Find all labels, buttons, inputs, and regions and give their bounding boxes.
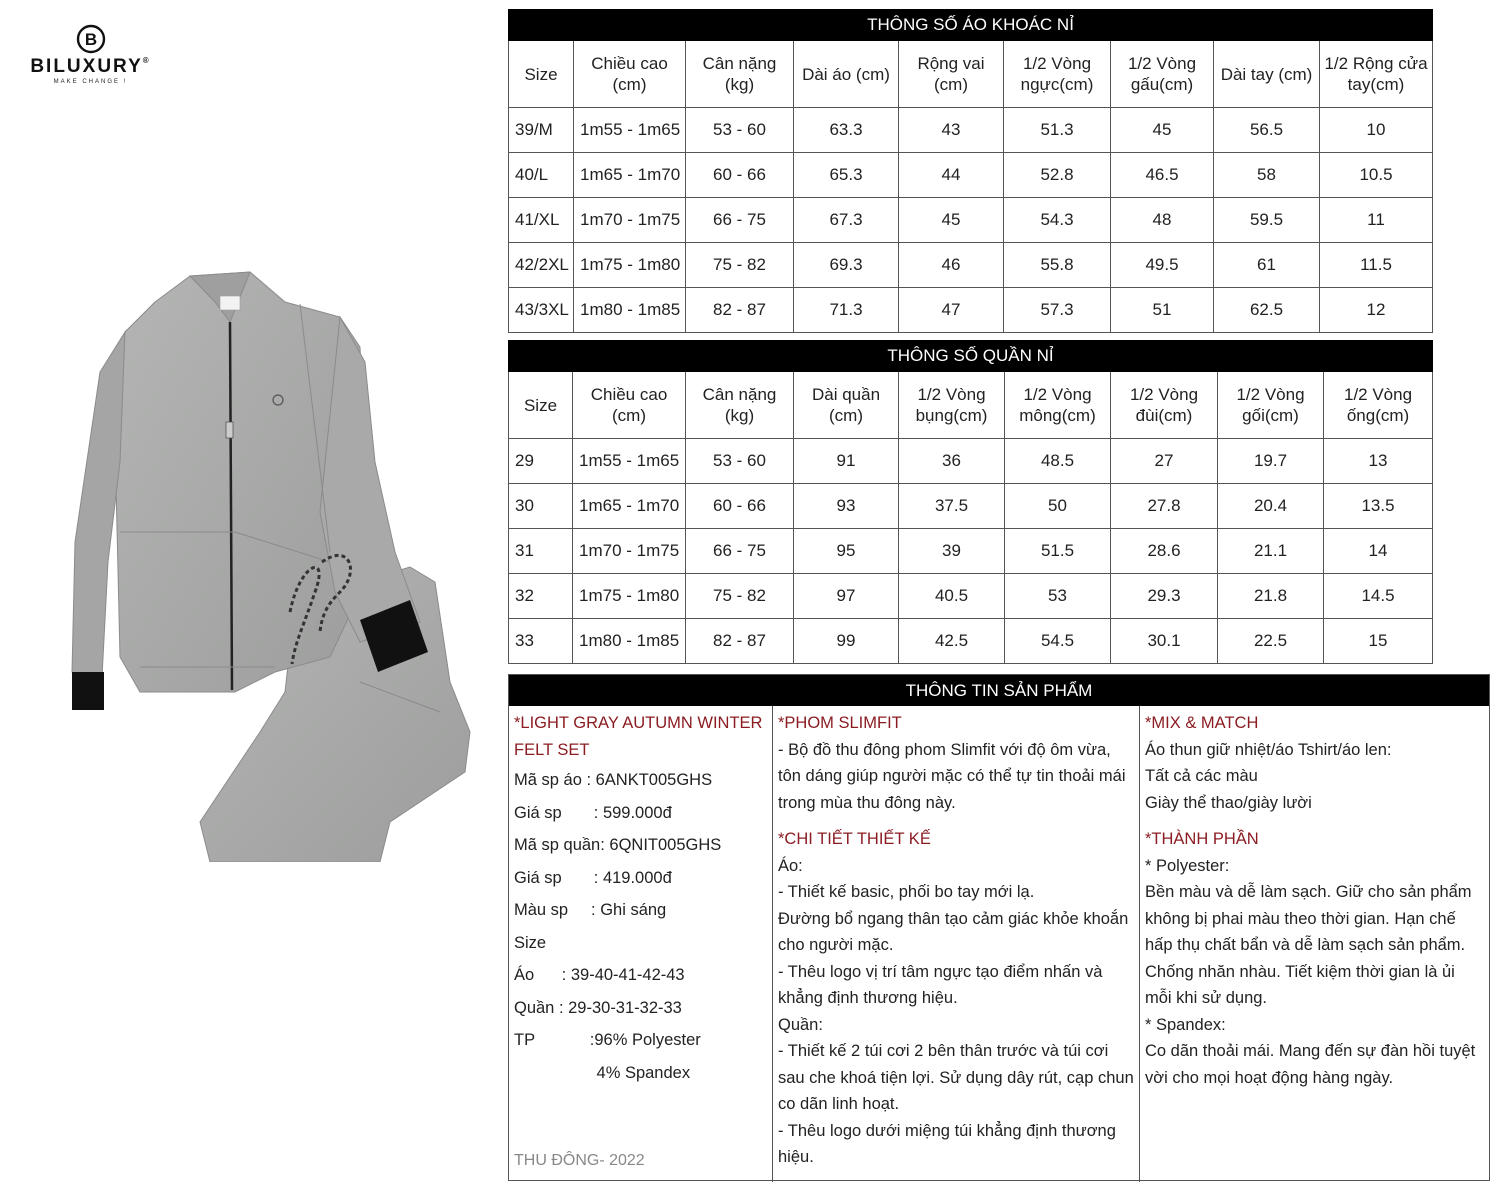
- table-cell: 12: [1320, 288, 1433, 333]
- table-cell: 14.5: [1324, 574, 1433, 619]
- brand-name: BILUXURY: [30, 56, 143, 77]
- table-cell: 1m65 - 1m70: [574, 153, 686, 198]
- table-cell: 46: [899, 243, 1004, 288]
- table-cell: 42/2XL: [509, 243, 574, 288]
- table-cell: 99: [794, 619, 899, 664]
- table-cell: 52.8: [1004, 153, 1111, 198]
- table-cell: 66 - 75: [686, 198, 794, 243]
- text-line: Áo thun giữ nhiệt/áo Tshirt/áo len:: [1145, 740, 1392, 759]
- mix-heading: *MIX & MATCH: [1145, 714, 1259, 732]
- table-cell: 75 - 82: [686, 243, 794, 288]
- table-cell: 39/M: [509, 108, 574, 153]
- info-col-basic: [509, 706, 773, 1182]
- header-cell: 1/2 Vòng gấu(cm): [1111, 41, 1214, 108]
- table-cell: 48: [1111, 198, 1214, 243]
- text-line: - Thêu logo vị trí tâm ngực tạo điểm nhấn và khẳng định thương hiệu.: [778, 962, 1103, 1007]
- brand-reg: ®: [142, 56, 151, 65]
- table-row: [509, 619, 1433, 664]
- table-cell: 22.5: [1218, 619, 1324, 664]
- season-label: THU ĐÔNG- 2022: [514, 1151, 645, 1169]
- fit-heading: *PHOM SLIMFIT: [778, 714, 902, 732]
- table-cell: 54.5: [1005, 619, 1111, 664]
- pants-table-body: [509, 439, 1433, 664]
- table-cell: 43/3XL: [509, 288, 574, 333]
- text-line: 4% Spandex: [514, 1063, 691, 1082]
- header-cell: 1/2 Vòng ngực(cm): [1004, 41, 1111, 108]
- text-line: TP :96% Polyester: [514, 1031, 701, 1049]
- info-title: THÔNG TIN SẢN PHẨM: [509, 675, 1489, 706]
- fit-text: - Bộ đồ thu đông phom Slimfit với độ ôm vừa, tôn dáng giúp người mặc có thể tự tin thoải mái trong mùa thu đông này.: [778, 740, 1126, 812]
- header-cell: Chiều cao (cm): [574, 41, 686, 108]
- table-row: [509, 439, 1433, 484]
- table-cell: 82 - 87: [686, 288, 794, 333]
- table-row: [509, 529, 1433, 574]
- info-col-design: [773, 706, 1140, 1182]
- table-cell: 13: [1324, 439, 1433, 484]
- header-cell: Size: [509, 41, 574, 108]
- text-line: Giá sp : 599.000đ: [514, 803, 672, 822]
- header-cell: Cân nặng (kg): [686, 41, 794, 108]
- text-line: Quần : 29-30-31-32-33: [514, 998, 682, 1017]
- table-cell: 10.5: [1320, 153, 1433, 198]
- jacket-size-table: [508, 9, 1433, 333]
- table-cell: 1m55 - 1m65: [574, 108, 686, 153]
- table-cell: 1m80 - 1m85: [573, 619, 686, 664]
- brand-tagline: MAKE CHANGE !: [53, 79, 128, 85]
- text-line: Bền màu và dễ làm sạch. Giữ cho sản phẩm không bị phai màu theo thời gian. Hạn chế hấp thụ chất bẩn và dễ làm sạch sản phẩm. Chống nhăn nhàu. Tiết kiệm thời gian là ủi mỗi khi sử dụng.: [1145, 883, 1472, 1007]
- table-cell: 39: [899, 529, 1005, 574]
- header-cell: Dài quần (cm): [794, 372, 899, 439]
- table-cell: 20.4: [1218, 484, 1324, 529]
- table-cell: 63.3: [794, 108, 899, 153]
- pants-size-table: [508, 340, 1433, 664]
- text-line: Tất cả các màu: [1145, 767, 1258, 785]
- text-line: Áo:: [778, 856, 803, 875]
- table-cell: 15: [1324, 619, 1433, 664]
- table-cell: 45: [1111, 108, 1214, 153]
- table-cell: 50: [1005, 484, 1111, 529]
- table-cell: 57.3: [1004, 288, 1111, 333]
- material-heading: *THÀNH PHẦN: [1145, 830, 1259, 848]
- table-row: [509, 574, 1433, 619]
- table-cell: 36: [899, 439, 1005, 484]
- header-cell: Dài tay (cm): [1214, 41, 1320, 108]
- table-cell: 56.5: [1214, 108, 1320, 153]
- text-line: - Thiết kế 2 túi cơi 2 bên thân trước và túi cơi sau che khoá tiện lợi. Sử dụng dây rút, cạp chun co dãn linh hoạt.: [778, 1042, 1134, 1113]
- table-cell: 21.1: [1218, 529, 1324, 574]
- design-heading: *CHI TIẾT THIẾT KẾ: [778, 830, 931, 848]
- table-cell: 1m65 - 1m70: [573, 484, 686, 529]
- table-cell: 65.3: [794, 153, 899, 198]
- table-cell: 32: [509, 574, 573, 619]
- table-cell: 54.3: [1004, 198, 1111, 243]
- table-cell: 27.8: [1111, 484, 1218, 529]
- table-cell: 97: [794, 574, 899, 619]
- table-cell: 53: [1005, 574, 1111, 619]
- table-cell: 55.8: [1004, 243, 1111, 288]
- table-row: [509, 108, 1433, 153]
- table-cell: 11.5: [1320, 243, 1433, 288]
- text-line: Quần:: [778, 1015, 823, 1034]
- text-line: Đường bổ ngang thân tạo cảm giác khỏe khoắn cho người mặc.: [778, 909, 1129, 954]
- table-cell: 46.5: [1111, 153, 1214, 198]
- header-cell: 1/2 Vòng bụng(cm): [899, 372, 1005, 439]
- product-info-section: [508, 674, 1490, 1181]
- table-cell: 28.6: [1111, 529, 1218, 574]
- table-cell: 44: [899, 153, 1004, 198]
- text-line: * Polyester:: [1145, 856, 1230, 875]
- mix-lines: [1145, 737, 1484, 817]
- material-lines: [1145, 853, 1484, 1092]
- table-cell: 21.8: [1218, 574, 1324, 619]
- text-line: - Thiết kế basic, phối bo tay mới lạ.: [778, 883, 1035, 901]
- table-cell: 47: [899, 288, 1004, 333]
- header-cell: 1/2 Vòng ống(cm): [1324, 372, 1433, 439]
- design-lines: [778, 853, 1134, 1171]
- pants-table-title: THÔNG SỐ QUẦN NỈ: [509, 341, 1433, 372]
- table-row: [509, 288, 1433, 333]
- table-cell: 1m75 - 1m80: [574, 243, 686, 288]
- table-cell: 41/XL: [509, 198, 574, 243]
- table-cell: 93: [794, 484, 899, 529]
- pants-header-row: [509, 372, 1433, 439]
- table-cell: 11: [1320, 198, 1433, 243]
- table-cell: 95: [794, 529, 899, 574]
- table-cell: 49.5: [1111, 243, 1214, 288]
- jacket-shape: [72, 272, 428, 710]
- table-cell: 58: [1214, 153, 1320, 198]
- table-cell: 60 - 66: [686, 153, 794, 198]
- table-cell: 19.7: [1218, 439, 1324, 484]
- table-cell: 1m55 - 1m65: [573, 439, 686, 484]
- table-cell: 91: [794, 439, 899, 484]
- header-cell: 1/2 Vòng đùi(cm): [1111, 372, 1218, 439]
- table-cell: 53 - 60: [686, 108, 794, 153]
- table-cell: 31: [509, 529, 573, 574]
- table-row: [509, 153, 1433, 198]
- text-line: Size: [514, 933, 547, 952]
- table-cell: 1m80 - 1m85: [574, 288, 686, 333]
- table-cell: 40.5: [899, 574, 1005, 619]
- product-name: *LIGHT GRAY AUTUMN WINTER FELT SET: [514, 714, 763, 759]
- table-cell: 69.3: [794, 243, 899, 288]
- table-cell: 29: [509, 439, 573, 484]
- product-image: [60, 262, 500, 862]
- table-cell: 10: [1320, 108, 1433, 153]
- table-cell: 27: [1111, 439, 1218, 484]
- header-cell: Size: [509, 372, 573, 439]
- table-cell: 30.1: [1111, 619, 1218, 664]
- table-cell: 29.3: [1111, 574, 1218, 619]
- table-row: [509, 243, 1433, 288]
- table-cell: 1m70 - 1m75: [573, 529, 686, 574]
- text-line: Màu sp : Ghi sáng: [514, 901, 667, 919]
- info-col-material: [1140, 706, 1489, 1182]
- table-cell: 45: [899, 198, 1004, 243]
- table-cell: 51.5: [1005, 529, 1111, 574]
- text-line: Mã sp áo : 6ANKT005GHS: [514, 771, 713, 789]
- table-cell: 43: [899, 108, 1004, 153]
- table-cell: 1m75 - 1m80: [573, 574, 686, 619]
- table-cell: 51.3: [1004, 108, 1111, 153]
- table-cell: 60 - 66: [686, 484, 794, 529]
- header-cell: Dài áo (cm): [794, 41, 899, 108]
- brand-logo: [18, 24, 163, 85]
- text-line: * Spandex:: [1145, 1015, 1226, 1034]
- table-cell: 42.5: [899, 619, 1005, 664]
- text-line: Co dãn thoải mái. Mang đến sự đàn hồi tuyệt vời cho mọi hoạt động hàng ngày.: [1145, 1042, 1476, 1087]
- table-cell: 62.5: [1214, 288, 1320, 333]
- header-cell: 1/2 Vòng mông(cm): [1005, 372, 1111, 439]
- table-cell: 30: [509, 484, 573, 529]
- table-cell: 51: [1111, 288, 1214, 333]
- jacket-table-body: [509, 108, 1433, 333]
- table-cell: 13.5: [1324, 484, 1433, 529]
- table-cell: 14: [1324, 529, 1433, 574]
- table-cell: 48.5: [1005, 439, 1111, 484]
- text-line: Giày thể thao/giày lười: [1145, 793, 1312, 812]
- table-cell: 67.3: [794, 198, 899, 243]
- table-cell: 33: [509, 619, 573, 664]
- table-cell: 59.5: [1214, 198, 1320, 243]
- header-cell: 1/2 Rộng cửa tay(cm): [1320, 41, 1433, 108]
- table-cell: 66 - 75: [686, 529, 794, 574]
- table-cell: 61: [1214, 243, 1320, 288]
- table-cell: 53 - 60: [686, 439, 794, 484]
- brand-b-icon: [76, 24, 106, 54]
- header-cell: Rộng vai (cm): [899, 41, 1004, 108]
- product-basic-lines: [514, 764, 767, 1089]
- table-row: [509, 484, 1433, 529]
- table-cell: 75 - 82: [686, 574, 794, 619]
- table-cell: 37.5: [899, 484, 1005, 529]
- text-line: Giá sp : 419.000đ: [514, 868, 672, 887]
- svg-text:B: B: [84, 30, 97, 49]
- header-cell: Cân nặng (kg): [686, 372, 794, 439]
- jacket-table-title: THÔNG SỐ ÁO KHOÁC NỈ: [509, 10, 1433, 41]
- header-cell: 1/2 Vòng gối(cm): [1218, 372, 1324, 439]
- left-cuff: [72, 672, 104, 710]
- table-cell: 71.3: [794, 288, 899, 333]
- table-row: [509, 198, 1433, 243]
- table-cell: 1m70 - 1m75: [574, 198, 686, 243]
- text-line: Mã sp quần: 6QNIT005GHS: [514, 836, 722, 854]
- table-cell: 40/L: [509, 153, 574, 198]
- jacket-header-row: [509, 41, 1433, 108]
- text-line: Áo : 39-40-41-42-43: [514, 966, 685, 984]
- header-cell: Chiều cao (cm): [573, 372, 686, 439]
- table-cell: 82 - 87: [686, 619, 794, 664]
- text-line: - Thêu logo dưới miệng túi khẳng định thương hiệu.: [778, 1121, 1116, 1166]
